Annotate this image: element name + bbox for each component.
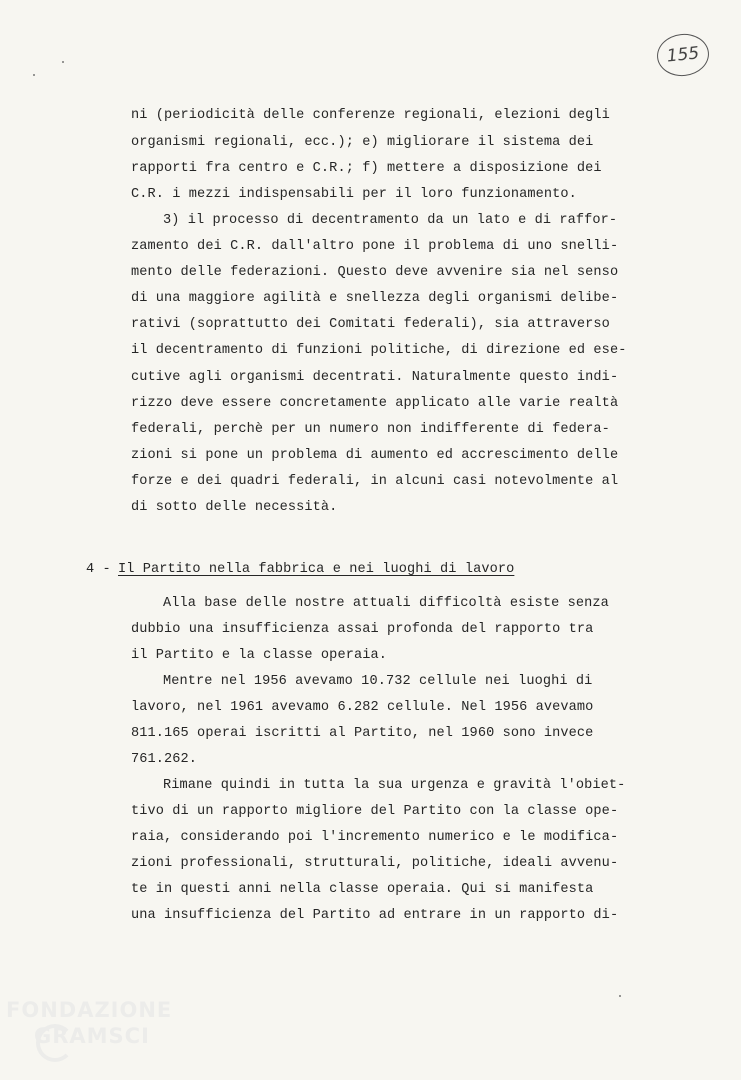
text-line: rizzo deve essere concretamente applicato alle varie realtà xyxy=(131,396,619,411)
text-line: Rimane quindi in tutta la sua urgenza e gravità l'obiet- xyxy=(163,778,626,793)
text-line: raia, considerando poi l'incremento numerico e le modifica- xyxy=(131,830,619,845)
page-number-stamp xyxy=(655,31,711,78)
page-number: 155 xyxy=(665,43,701,67)
text-line: una insufficienza del Partito ad entrare in un rapporto di- xyxy=(131,908,619,923)
fondazione-gramsci-watermark xyxy=(6,1000,206,1070)
speck xyxy=(33,74,35,76)
text-line: zioni professionali, strutturali, politiche, ideali avvenu- xyxy=(131,856,619,871)
section-heading: Il Partito nella fabbrica e nei luoghi di lavoro xyxy=(118,562,515,577)
text-line: di sotto delle necessità. xyxy=(131,500,338,515)
text-line: il Partito e la classe operaia. xyxy=(131,648,387,663)
text-line: te in questi anni nella classe operaia. Qui si manifesta xyxy=(131,882,594,897)
text-line: rativi (soprattutto dei Comitati federali), sia attraverso xyxy=(131,317,610,332)
text-line: organismi regionali, ecc.); e) migliorare il sistema dei xyxy=(131,135,594,150)
text-line: 761.262. xyxy=(131,752,198,767)
text-line: il decentramento di funzioni politiche, di direzione ed ese- xyxy=(131,343,627,358)
text-line: zioni si pone un problema di aumento ed accrescimento delle xyxy=(131,448,619,463)
watermark-line1: FONDAZIONE xyxy=(6,998,173,1022)
text-line: Mentre nel 1956 avevamo 10.732 cellule nei luoghi di xyxy=(163,674,593,689)
speck xyxy=(619,995,621,997)
text-line: rapporti fra centro e C.R.; f) mettere a disposizione dei xyxy=(131,161,602,176)
text-line: di una maggiore agilità e snellezza degli organismi delibe- xyxy=(131,291,619,306)
text-line: ni (periodicità delle conferenze regionali, elezioni degli xyxy=(131,108,610,123)
text-line: zamento dei C.R. dall'altro pone il problema di uno snelli- xyxy=(131,239,619,254)
watermark-line2: GRAMSCI xyxy=(34,1024,150,1048)
text-line: federali, perchè per un numero non indifferente di federa- xyxy=(131,422,610,437)
text-line: forze e dei quadri federali, in alcuni casi notevolmente al xyxy=(131,474,619,489)
text-line: dubbio una insufficienza assai profonda del rapporto tra xyxy=(131,622,594,637)
text-line: C.R. i mezzi indispensabili per il loro funzionamento. xyxy=(131,187,577,202)
text-line: 811.165 operai iscritti al Partito, nel 1960 sono invece xyxy=(131,726,594,741)
text-line: 3) il processo di decentramento da un lato e di raffor- xyxy=(163,213,618,228)
speck xyxy=(62,61,64,63)
section-number: 4 - xyxy=(86,562,111,577)
text-line: Alla base delle nostre attuali difficoltà esiste senza xyxy=(163,596,609,611)
text-line: cutive agli organismi decentrati. Naturalmente questo indi- xyxy=(131,370,619,385)
text-line: lavoro, nel 1961 avevamo 6.282 cellule. Nel 1956 avevamo xyxy=(131,700,594,715)
text-line: mento delle federazioni. Questo deve avvenire sia nel senso xyxy=(131,265,619,280)
text-line: tivo di un rapporto migliore del Partito con la classe ope- xyxy=(131,804,619,819)
